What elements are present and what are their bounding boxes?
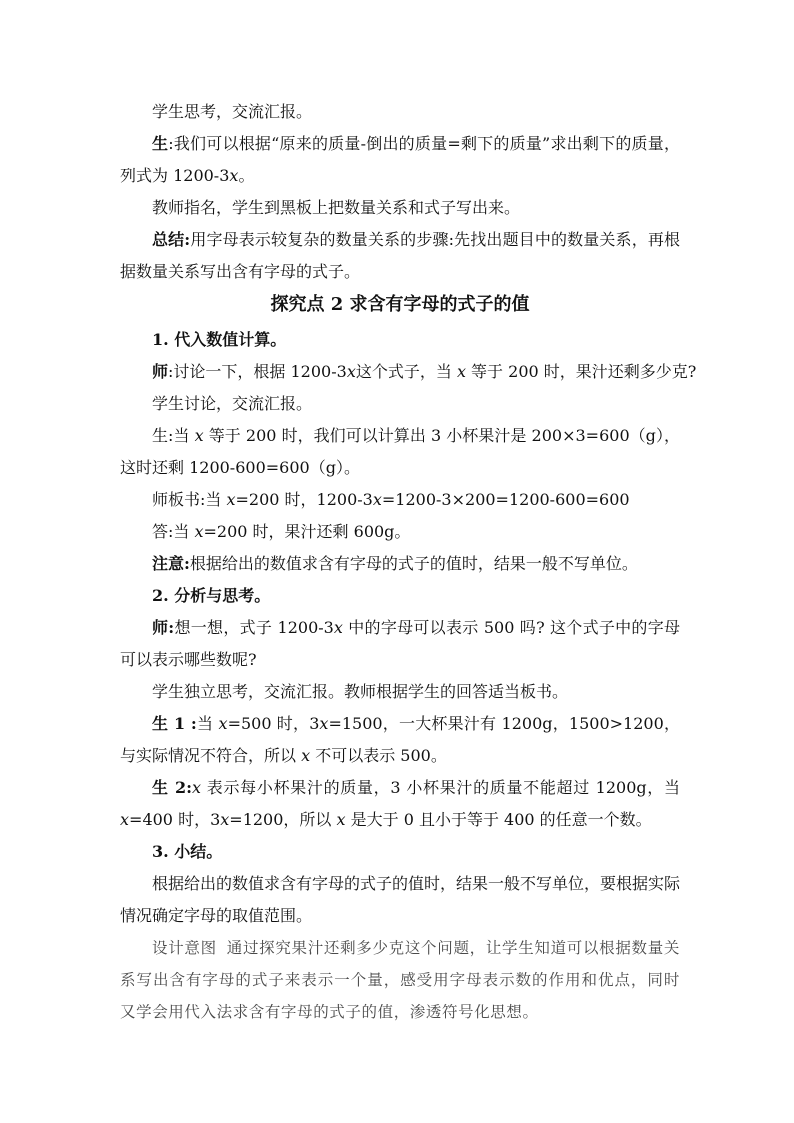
paragraph-independent-thinking [120, 676, 680, 708]
variable-x: x [346, 362, 356, 381]
paragraph-text: 学生思考，交流汇报。 [152, 102, 313, 121]
speaker-label: 生 2: [152, 778, 192, 797]
speaker-label: 生 1 : [152, 714, 197, 733]
variable-x: x [301, 746, 311, 765]
paragraph-teacher-instruction [120, 192, 680, 224]
subsection-title-2: 2. 分析与思考。 [152, 586, 271, 605]
paragraph-text: =1200，所以 [229, 810, 337, 829]
subsection-title-1: 1. 代入数值计算。 [152, 330, 287, 349]
paragraph-text: 不可以表示 500。 [310, 746, 447, 765]
speaker-label: 师 [152, 362, 169, 381]
paragraph-text: 生:当 [152, 426, 195, 445]
paragraph-student-answer-formula [120, 128, 680, 192]
paragraph-text: 当 [196, 714, 219, 733]
paragraph-note [120, 548, 680, 580]
variable-x: x [220, 810, 230, 829]
paragraph-board-writing [120, 484, 680, 516]
paragraph-text: =200 时，果汁还剩 600g。 [203, 522, 411, 541]
paragraph-text: =1200-3×200=1200-600=600 [381, 490, 630, 509]
subsection-title-3: 3. 小结。 [152, 842, 223, 861]
paragraph-text: :讨论一下，根据 1200-3 [168, 362, 347, 381]
paragraph-teacher-question [120, 356, 697, 388]
speaker-label: 生 [152, 134, 169, 153]
paragraph-text: 学生讨论，交流汇报。 [152, 394, 313, 413]
design-intent-label: 设计意图 [152, 939, 217, 957]
paragraph-text: =500 时，3 [227, 714, 320, 733]
note-label: 注意: [152, 554, 190, 573]
paragraph-text: 教师指名，学生到黑板上把数量关系和式子写出来。 [152, 198, 521, 217]
variable-x: x [194, 426, 204, 445]
variable-x: x [226, 490, 236, 509]
variable-x: x [336, 810, 346, 829]
paragraph-text: 用字母表示较复杂的数量关系的步骤:先找出题目中的数量关系，再根据数量关系写出含有字母的式子。 [120, 230, 680, 281]
paragraph-text: 等于 200 时，我们可以计算出 3 小杯果汁是 200×3=600（g），这时还剩 1200-600=600（g）。 [120, 426, 680, 477]
variable-x: x [319, 714, 329, 733]
section-heading: 探究点 2 求含有字母的式子的值 [270, 294, 530, 315]
paragraph-text: =1500，一大杯果汁有 1200g，1500>1200，与实际情况不符合，所以 [120, 714, 680, 765]
variable-x: x [229, 166, 239, 185]
paragraph-teacher-think [120, 612, 680, 676]
paragraph-student-1 [120, 708, 680, 772]
design-intent-note [120, 932, 680, 1028]
speaker-label: 师: [152, 618, 175, 637]
variable-x: x [456, 362, 466, 381]
paragraph-student-discussion [120, 388, 680, 420]
paragraph-conclusion [120, 868, 680, 932]
summary-label: 总结: [152, 230, 191, 249]
paragraph-text: =200 时，1200-3 [235, 490, 373, 509]
paragraph-text: 根据给出的数值求含有字母的式子的值时，结果一般不写单位，要根据实际情况确定字母的取值范围。 [120, 874, 681, 925]
paragraph-text: 答:当 [152, 522, 195, 541]
paragraph-text: 是大于 0 且小于等于 400 的任意一个数。 [345, 810, 652, 829]
design-intent-text: 通过探究果汁还剩多少克这个问题，让学生知道可以根据数量关系写出含有字母的式子来表示一个量，感受用字母表示数的作用和优点，同时又学会用代入法求含有字母的式子的值，渗透符号化思想。 [120, 939, 681, 1021]
paragraph-text: 根据给出的数值求含有字母的式子的值时，结果一般不写单位。 [189, 554, 638, 573]
paragraph-text: 师板书:当 [152, 490, 227, 509]
variable-x: x [120, 810, 130, 829]
paragraph-text: 想一想，式子 1200-3 [174, 618, 334, 637]
paragraph-text: :我们可以根据“原来的质量-倒出的质量=剩下的质量”求出剩下的质量，列式为 1200-3 [120, 134, 680, 185]
paragraph-text: 等于 200 时，果汁还剩多少克? [465, 362, 697, 381]
variable-x: x [372, 490, 382, 509]
paragraph-student-calculation [120, 420, 680, 484]
paragraph-student-2 [120, 772, 680, 836]
paragraph-text: =400 时，3 [129, 810, 221, 829]
paragraph-student-thinking [120, 96, 680, 128]
paragraph-text: 中的字母可以表示 500 吗? 这个式子中的字母可以表示哪些数呢? [120, 618, 680, 669]
variable-x: x [194, 522, 204, 541]
paragraph-summary [120, 224, 680, 288]
paragraph-text: 这个式子，当 [355, 362, 457, 381]
variable-x: x [218, 714, 228, 733]
variable-x: x [192, 778, 202, 797]
paragraph-answer [120, 516, 680, 548]
variable-x: x [333, 618, 343, 637]
paragraph-end: 。 [238, 166, 255, 185]
paragraph-text: 学生独立思考，交流汇报。教师根据学生的回答适当板书。 [152, 682, 569, 701]
paragraph-text: 表示每小杯果汁的质量，3 小杯果汁的质量不能超过 1200g，当 [201, 778, 680, 797]
